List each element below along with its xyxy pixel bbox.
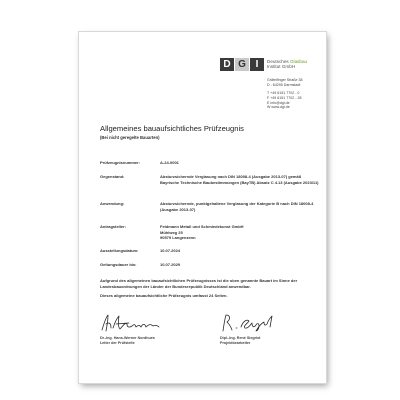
field-label: Anwendung: xyxy=(100,201,125,206)
logo-letter-d: D xyxy=(220,58,234,71)
institute-name-line2: Institut GmbH xyxy=(267,64,296,70)
signatory-left xyxy=(100,336,155,346)
institute-name-accent: Glasbau xyxy=(289,59,308,64)
institute-name-prefix: Deutsches xyxy=(267,59,290,64)
field-label: Ausstellungsdatum: xyxy=(100,248,139,253)
certificate-page xyxy=(79,32,326,383)
signatory-right-role: Projektbearbeiter xyxy=(220,340,251,345)
field-label: Gegenstand: xyxy=(100,174,125,179)
logo-letter-g: G xyxy=(235,58,249,71)
signatory-right xyxy=(220,336,260,346)
field-label: Prüfzeugnisnummer: xyxy=(100,160,141,165)
address-tel: T +49 6151 7702 - 0 xyxy=(267,90,300,95)
signature-siegrist xyxy=(219,312,279,334)
field-label: Antragsteller: xyxy=(100,224,127,229)
institute-name xyxy=(267,59,307,70)
field-value: Feldmann Metall und Schmiedekunst GmbH Mühlweg 25 90579 Langenzenn xyxy=(160,224,244,240)
dgi-logo xyxy=(220,58,264,71)
page-count-note: Dieses allgemeine bauaufsichtliche Prüfzeugnis umfasst 24 Seiten. xyxy=(100,293,228,298)
address-block xyxy=(267,78,303,110)
signatory-right-name: Dipl.-Ing. René Siegrist xyxy=(220,336,261,340)
field-value: 10.07.2024 xyxy=(160,248,181,253)
field-value: 10.07.2029 xyxy=(160,262,181,267)
document-subtitle: (Bei nicht geregelte Bauarten) xyxy=(100,135,160,140)
field-value: Absturzsichernde, punktgehaltene Verglasung der Kategorie B nach DIN 18008-4 (Ausgabe 2013-07) xyxy=(160,201,314,212)
signature-nordhues xyxy=(99,312,169,334)
address-email: E info@dgi.de xyxy=(267,100,290,105)
signatory-left-role: Leiter der Prüfstelle xyxy=(100,340,135,345)
address-web: W www.dgi.de xyxy=(267,105,290,110)
signatory-left-name: Dr.-Ing. Hans-Werner Nordhues xyxy=(100,336,155,340)
logo-letter-i: I xyxy=(250,58,264,71)
applicability-note: Aufgrund des allgemeinen bauaufsichtlichen Prüfzeugnisses ist die oben genannte Bauart im Sinne der Landesbauordnungen der Länder der Bundesrepublik Deutschland anwendbar. xyxy=(100,278,298,289)
address-city: D - 64295 Darmstadt xyxy=(267,82,301,87)
address-street: Gräfelfinger Straße 38 xyxy=(267,78,303,82)
document-title: Allgemeines bauaufsichtliches Prüfzeugnis xyxy=(100,124,244,133)
field-value: Absturzsichernde Verglasung nach DIN 18008-4 (Ausgabe 2013-07) gemäß Bayrische Technische Baubestimmungen (BayTB) Absatz C 4.13 (Ausgabe 2023/11) xyxy=(160,174,319,185)
field-value: A-24-0001 xyxy=(160,160,179,165)
field-label: Geltungsdauer bis: xyxy=(100,262,137,267)
address-fax: F +49 6151 7702 - 28 xyxy=(267,95,302,100)
